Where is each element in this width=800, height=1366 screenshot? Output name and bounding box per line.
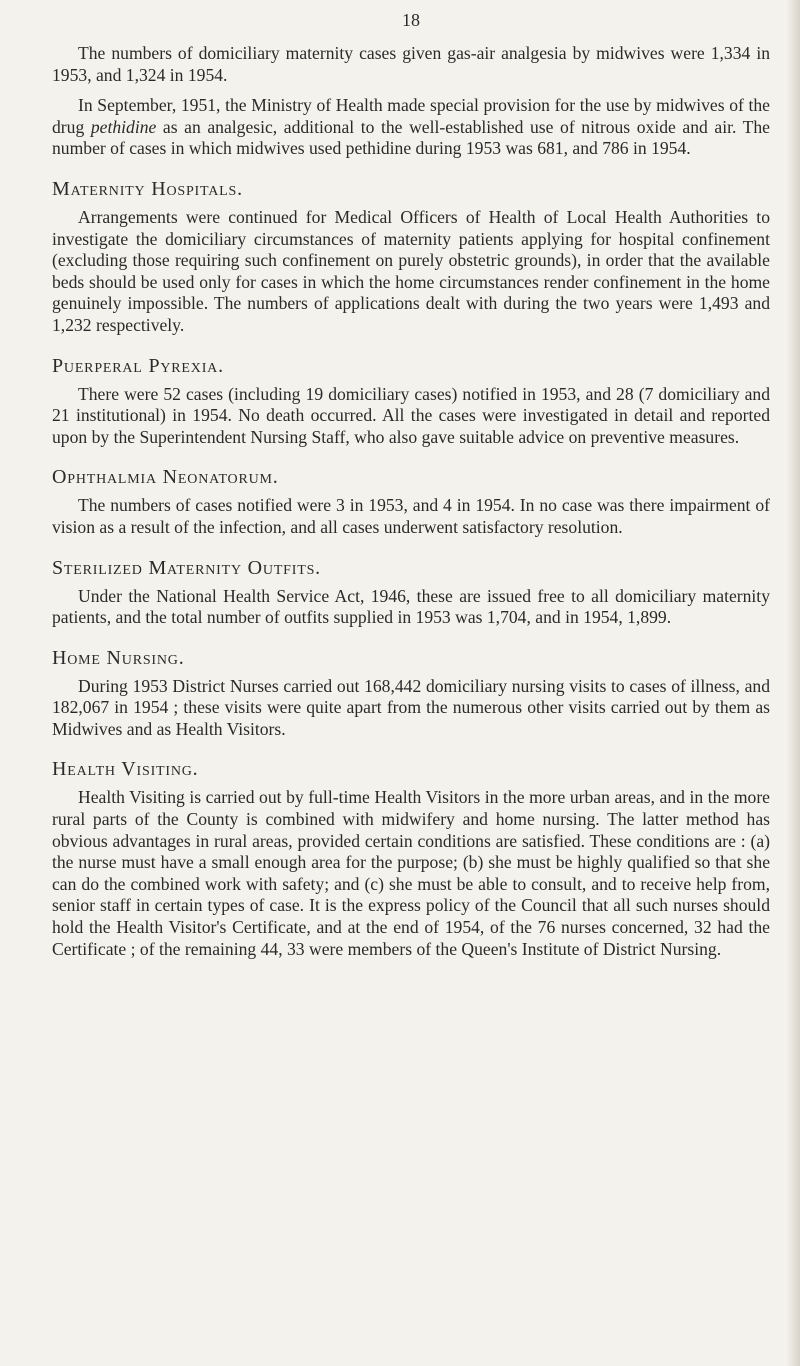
heading-ophthalmia-neonatorum: Ophthalmia Neonatorum.	[52, 466, 279, 489]
heading-maternity-hospitals: Maternity Hospitals.	[52, 177, 243, 200]
heading-puerperal-pyrexia: Puerperal Pyrexia.	[52, 354, 224, 377]
page-edge-shadow	[786, 0, 800, 1366]
heading-sterilized-maternity-outfits: Sterilized Maternity Outfits.	[52, 556, 321, 579]
page-number: 18	[402, 10, 420, 30]
pethidine-paragraph	[52, 95, 770, 160]
heading-home-nursing: Home Nursing.	[52, 646, 185, 669]
heading-health-visiting: Health Visiting.	[52, 758, 199, 781]
document-page	[52, 10, 770, 969]
paragraph-sterilized-maternity-outfits: Under the National Health Service Act, 1946, these are issued free to all domiciliary maternity patients, and the total number of outfits supplied in 1953 was 1,704, and in 1954, 1,899.	[52, 585, 770, 628]
paragraph-maternity-hospitals: Arrangements were continued for Medical Officers of Health of Local Health Authorities to investigate the domiciliary circumstances of maternity patients applying for hospital confinement (excluding those requiring such confinement on purely obstetric grounds), in order that the available beds should be used only for cases in which the home circumstances render confinement in the home genuinely impossible. The numbers of applications dealt with during the two years were 1,493 and 1,232 respectively.	[52, 206, 770, 335]
paragraph-home-nursing: During 1953 District Nurses carried out 168,442 domiciliary nursing visits to cases of illness, and 182,067 in 1954 ; these visits were quite apart from the numerous other visits carried out by them as Midwives and as Health Visitors.	[52, 675, 770, 739]
gas-air-paragraph: The numbers of domiciliary maternity cases given gas-air analgesia by midwives were 1,334 in 1953, and 1,324 in 1954.	[52, 43, 770, 85]
paragraph-ophthalmia-neonatorum: The numbers of cases notified were 3 in 1953, and 4 in 1954. In no case was there impairment of vision as a result of the infection, and all cases underwent satisfactory resolution.	[52, 495, 770, 537]
pethidine-text-before: In September, 1951, the Ministry of Health made special provision for the use by midwives of the drug	[52, 95, 770, 137]
paragraph-puerperal-pyrexia: There were 52 cases (including 19 domiciliary cases) notified in 1953, and 28 (7 domiciliary and 21 institutional) in 1954. No death occurred. All the cases were investigated in detail and reported upon by the Superintendent Nursing Staff, who also gave suitable advice on preventive measures.	[52, 383, 770, 447]
pethidine-text-after: as an analgesic, additional to the well-established use of nitrous oxide and air. The number of cases in which midwives used pethidine during 1953 was 681, and 786 in 1954.	[52, 116, 770, 159]
paragraph-health-visiting: Health Visiting is carried out by full-time Health Visitors in the more urban areas, and in the more rural parts of the County is combined with midwifery and home nursing. The latter method has obvious advantages in rural areas, provided certain conditions are satisfied. These conditions are : (a) the nurse must have a small enough area for the purpose; (b) she must be highly qualified so that she can do the combined work with safety; and (c) she must be able to consult, and to receive help from, senior staff in certain types of case. It is the express policy of the Council that all such nurses should hold the Health Visitor's Certificate, and at the end of 1954, of the 76 nurses concerned, 32 had the Certificate ; of the remaining 44, 33 were members of the Queen's Institute of District Nursing.	[52, 787, 770, 959]
pethidine-term: pethidine	[90, 116, 157, 137]
